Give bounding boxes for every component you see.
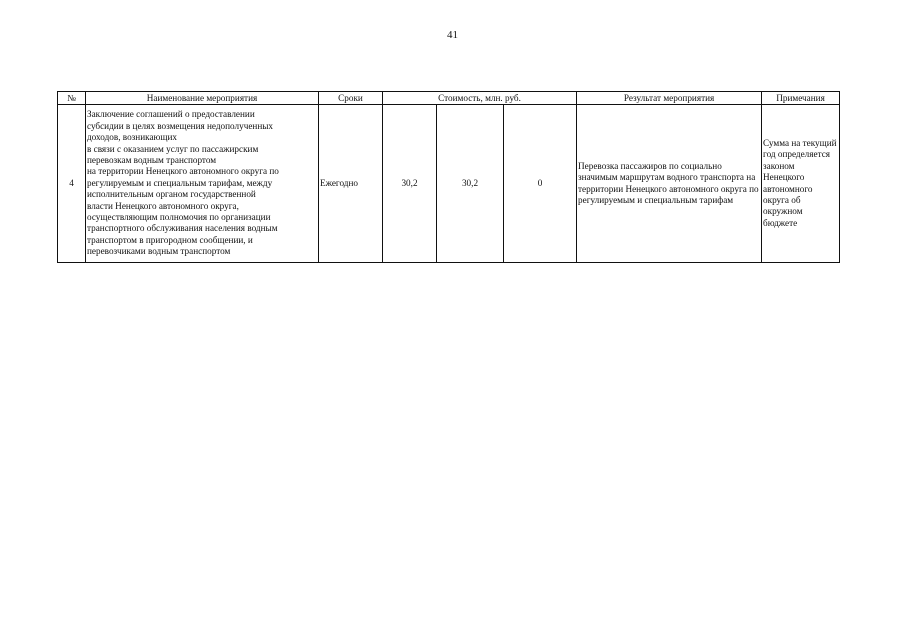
header-notes: Примечания: [762, 92, 840, 105]
header-num: №: [58, 92, 86, 105]
row-num: 4: [58, 105, 86, 263]
row-name: Заключение соглашений о предоставлении субсидии в целях возмещения недополученных доходов, возникающих в связи с оказанием услуг по пассажирским перевозкам водным транспортом на территории Ненецкого автономного округа по регулируемым и специальным тарифам, между исполнительным органом государственной власти Ненецкого автономного округа, осуществляющим полномочия по организации транспортного обслуживания населения водным транспортом в пригородном сообщении, и перевозчиками водным транспортом: [86, 105, 319, 263]
row-cost-3: 0: [504, 105, 577, 263]
table-row: [58, 105, 840, 263]
row-term: Ежегодно: [319, 105, 383, 263]
page-number: 41: [447, 29, 458, 41]
row-result: Перевозка пассажиров по социально значимым маршрутам водного транспорта на территории Ненецкого автономного округа по регулируемым и специальным тарифам: [577, 105, 762, 263]
row-cost-2: 30,2: [437, 105, 504, 263]
row-notes: Сумма на текущий год определяется законом Ненецкого автономного округа об окружном бюджете: [762, 105, 840, 263]
measures-table: [57, 91, 840, 263]
header-name: Наименование мероприятия: [86, 92, 319, 105]
header-cost: Стоимость, млн. руб.: [383, 92, 577, 105]
header-result: Результат мероприятия: [577, 92, 762, 105]
row-cost-total: 30,2: [383, 105, 437, 263]
header-term: Сроки: [319, 92, 383, 105]
table-header-row: [58, 92, 840, 105]
